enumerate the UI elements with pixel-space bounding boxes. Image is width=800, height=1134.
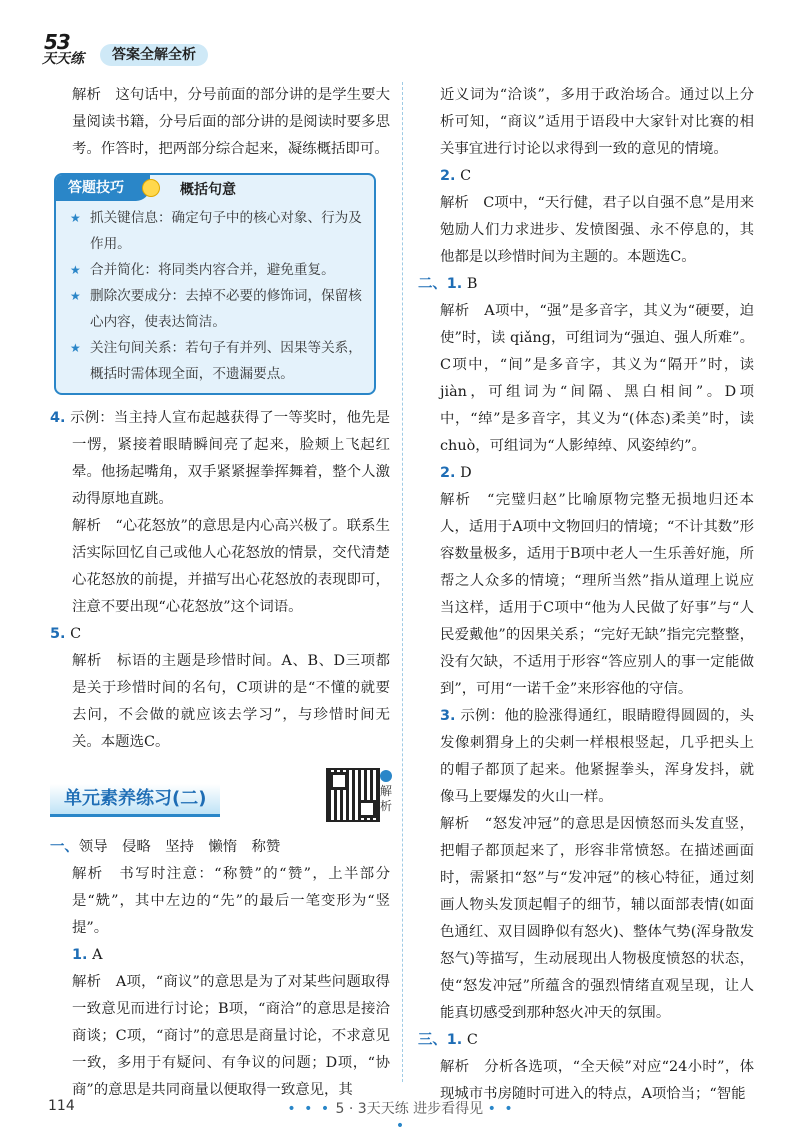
analysis-paragraph: 解析 这句话中，分号前面的部分讲的是学生要大量阅读书籍，分号后面的部分讲的是阅读时要多思考。作答时，把两部分综合起来，凝练概括即可。 bbox=[72, 87, 390, 157]
s2-analysis-2: 解析 “完璧归赵”比喻原物完整无损地归还本人，适用于A项中文物回归的情境；“不计其数”形容数量极多，适用于B项中老人一生乐善好施，所帮之人众多的情境；“理所当然”指从道理上说应当这样，适用于C项中“他为人民做了好事”与“人民爱戴他”的因果关系；“完好无缺”指完完整整，没有欠缺，不适用于形容“答应别人的事一定能做到”，可用“一诺千金”来形容他的守信。 bbox=[440, 492, 754, 697]
s2-answer-2: 2. D bbox=[440, 465, 472, 481]
s1-answer-1: 1. A bbox=[72, 947, 103, 963]
unit-section bbox=[50, 772, 393, 828]
tip-header bbox=[56, 175, 374, 205]
s2-analysis-3: 解析 “怒发冲冠”的意思是因愤怒而头发直竖，把帽子都顶起来了，形容非常愤怒。在描述画面时，需紧扣“怒”与“发冲冠”的核心特征，通过刻画人物头发顶起帽子的细节，辅以面部表情(如面色通红、双目圆睁似有怒火)、整体气势(浑身散发怒气)等描写，生动展现出人物极度愤怒的状态，使“怒发冲冠”所蕴含的强烈情绪直观呈现，让人能真切感受到那种怒火冲天的氛围。 bbox=[440, 816, 754, 1021]
logo-text: 天天练 bbox=[42, 51, 84, 67]
analysis-5: 解析 标语的主题是珍惜时间。A、B、D三项都是关于珍惜时间的名句，C项讲的是“不懂的就要去问，不会做的就应该去学习”，与珍惜时间无关。本题选C。 bbox=[72, 653, 390, 750]
section-3-answer-1: 三、1. C bbox=[418, 1032, 478, 1048]
s1-analysis-1: 解析 A项，“商议”的意思是为了对某些问题取得一致意见而进行讨论；B项，“商洽”的意思是接洽商谈；C项，“商讨”的意思是商量讨论，不求意见一致，多用于有疑问、有争议的问题；D项，“协商”的意思是共同商量以便取得一致意见，其 bbox=[72, 974, 390, 1098]
s2-analysis-1: 解析 A项中，“强”是多音字，其义为“硬要，迫使”时，读 qiǎng，可组词为“强迫、强人所难”。C项中，“间”是多音字，其义为“隔开”时，读 jiàn，可组词为“间隔、黑白相间”。D项中，“绰”是多音字，其义为“(体态)柔美”时，读 chuò，可组词为“人影绰绰、风姿绰约”。 bbox=[440, 303, 754, 454]
qr-code-icon[interactable] bbox=[326, 768, 380, 822]
tip-title: 概括句意 bbox=[180, 182, 236, 198]
continued-paragraph: 近义词为“洽谈”，多用于政治场合。通过以上分析可知，“商议”适用于语段中大家针对比赛的相关事宜进行讨论以求得到一致的意见的情境。 bbox=[440, 87, 754, 157]
header-title: 答案全解全析 bbox=[100, 44, 208, 66]
left-column bbox=[50, 82, 393, 1104]
footer-text: 5 · 3天天练 进步看得见 bbox=[335, 1101, 484, 1117]
answer-4: 4. 示例：当主持人宣布起越获得了一等奖时，他先是一愣，紧接着眼睛瞬间亮了起来，脸颊上飞起红晕。他扬起嘴角，双手紧紧握拳挥舞着，整个人激动得原地直跳。 bbox=[50, 410, 390, 507]
page-header bbox=[40, 30, 440, 72]
play-icon bbox=[380, 770, 392, 782]
section-1-answer: 一、领导 侵略 坚持 懒惰 称赞 bbox=[50, 839, 281, 855]
qr-label: 解析 bbox=[380, 784, 393, 813]
column-divider bbox=[402, 82, 403, 1082]
footer-dots-right: • • • bbox=[395, 1101, 515, 1134]
tip-box bbox=[54, 173, 376, 395]
unit-title: 单元素养练习(二) bbox=[50, 784, 220, 817]
s3-analysis-1: 解析 分析各选项，“全天候”对应“24小时”，体现城市书房随时可进入的特点，A项恰当；“智能 bbox=[440, 1059, 754, 1102]
section-1-analysis: 解析 书写时注意：“称赞”的“赞”，上半部分是“兟”，其中左边的“先”的最后一笔变形为“竖提”。 bbox=[72, 866, 390, 936]
right-column bbox=[418, 82, 754, 1108]
star-icon: ★ bbox=[70, 263, 81, 277]
answer-2: 2. C bbox=[440, 168, 472, 184]
section-2-answer-1: 二、1. B bbox=[418, 276, 478, 292]
page-number: 114 bbox=[48, 1098, 75, 1114]
lightbulb-icon bbox=[142, 179, 160, 197]
analysis-2: 解析 C项中，“天行健，君子以自强不息”是用来勉励人们力求进步、发愤图强、永不停息的，其他都是以珍惜时间为主题的。本题选C。 bbox=[440, 195, 754, 265]
star-icon: ★ bbox=[70, 289, 81, 303]
tip-item: ★ 抓关键信息：确定句子中的核心对象、行为及作用。 bbox=[56, 205, 374, 257]
tip-label: 答题技巧 bbox=[56, 175, 150, 201]
s2-answer-3: 3. 示例：他的脸涨得通红，眼睛瞪得圆圆的，头发像刺猬身上的尖刺一样根根竖起，几乎把头上的帽子都顶了起来。他紧握拳头，浑身发抖，就像马上要爆发的火山一样。 bbox=[440, 708, 754, 805]
tip-item: ★ 关注句间关系：若句子有并列、因果等关系，概括时需体现全面，不遗漏要点。 bbox=[56, 335, 374, 387]
brand-logo bbox=[40, 30, 96, 70]
footer-slogan bbox=[286, 1098, 516, 1134]
analysis-4: 解析 “心花怒放”的意思是内心高兴极了。联系生活实际回忆自己或他人心花怒放的情景，交代清楚心花怒放的前提，并描写出心花怒放的表现即可，注意不要出现“心花怒放”这个词语。 bbox=[72, 518, 390, 615]
footer-dots-left: • • • bbox=[287, 1101, 332, 1117]
tip-item: ★ 合并简化：将同类内容合并，避免重复。 bbox=[56, 257, 374, 283]
tip-item: ★ 删除次要成分：去掉不必要的修饰词，保留核心内容，使表达简洁。 bbox=[56, 283, 374, 335]
star-icon: ★ bbox=[70, 341, 81, 355]
logo-number: 53 bbox=[44, 30, 70, 54]
answer-5: 5. C bbox=[50, 626, 82, 642]
star-icon: ★ bbox=[70, 211, 81, 225]
